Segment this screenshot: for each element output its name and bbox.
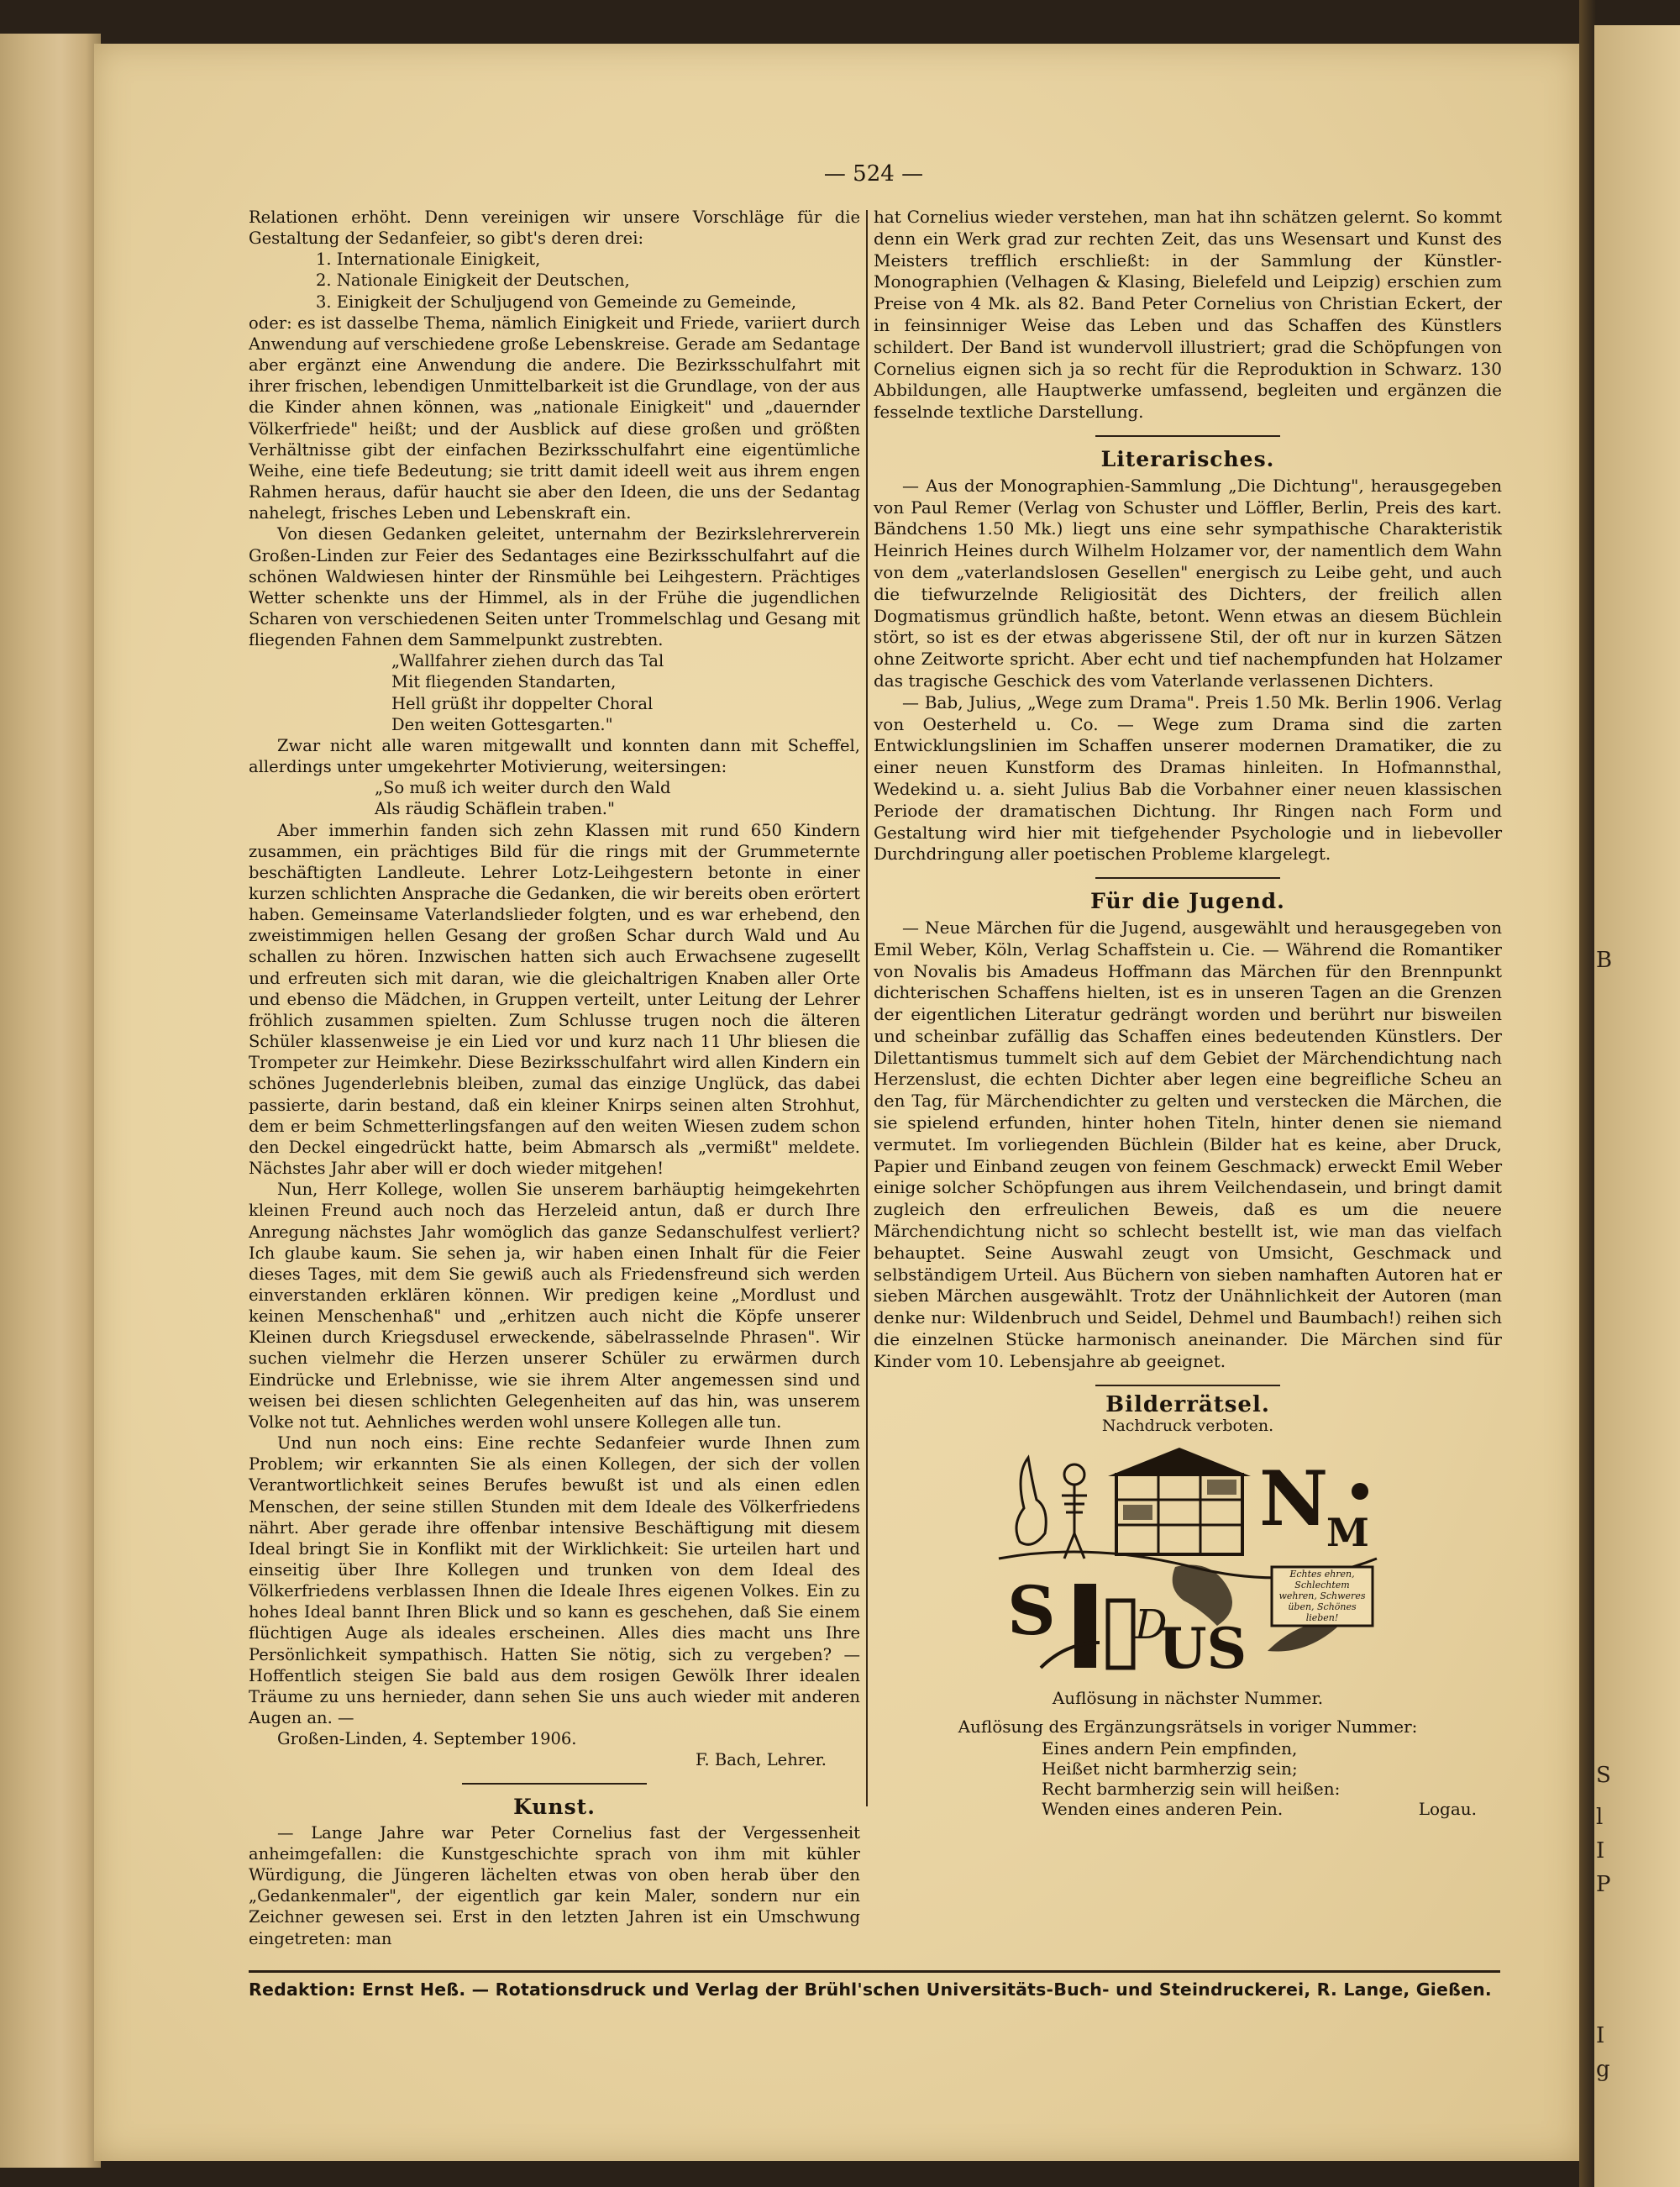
section-heading-jugend: Für die Jugend. (1090, 889, 1285, 914)
paragraph: Aber immerhin fanden sich zehn Klassen mit rund 650 Kindern zusammen, ein prächtiges Bild für die rings mit der Grummeternte beschäftigten Landleute. Lehrer Lotz-Leihgestern betonte in einer kurzen schlichten Ansprache die Gedanken, die wir bereits oben erörtert haben. Gemeinsame Vaterlandslieder folgten, und es war erhebend, den zweistimmigen hellen Gesang der großen Schar durch Wald und Au schallen zu hören. Inzwischen hatten sich auch Erwachsene zugesellt und erfreuten sich mit daran, wie die gleichaltrigen Knaben aller Orte und ebenso die Mädchen, in Gruppen verteilt, unter Leitung der Lehrer fröhlich zusammen spielten. Zum Schlusse trugen noch die älteren Schüler klassenweise je ein Lied vor und kurz nach 11 Uhr bliesen die Trompeter zur Heimkehr. Diese Bezirksschulfahrt wird allen Kindern ein schönes Jugenderlebnis bleiben, zumal das einzige Unglück, das dabei passierte, darin bestand, daß ein kleiner Knirps seinen alten Strohhut, dem er beim Schmetterlingsfangen auf den weiten Wiesen zudem schon den Deckel eingedrückt hatte, beim Abmarsch als „vermißt" meldete. Nächstes Jahr aber will er doch wieder mitgehen! (249, 820, 860, 1179)
verse-line: „Wallfahrer ziehen durch das Tal (391, 651, 664, 671)
riddle-letter-m: M (1326, 1510, 1369, 1556)
paragraph: oder: es ist dasselbe Thema, nämlich Einigkeit und Friede, variiert durch Anwendung auf verschiedene große Lebenskreise. Gerade am Sedantage aber ergänzt eine Anwendung die andere. Die Bezirksschulfahrt mit ihrer frischen, lebendigen Unmittelbarkeit ist die Grundlage, von der aus die Kinder ahnen können, was „nationale Einigkeit" und „dauernder Völkerfriede" heißt; und der Ausblick auf diese großen und größten Verhältnisse gibt der einfachen Bezirksschulfahrt eine eigentümliche Weihe, eine tiefe Bedeutung; sie tritt damit ideell weit aus ihrem engen Rahmen heraus, dafür haucht sie aber den Ideen, die uns der Sedantag nahelegt, frisches Leben und Lebenskraft ein. (249, 313, 860, 523)
poem-line: Wenden eines anderen Pein. (1042, 1798, 1284, 1819)
poem-line: Heißet nicht barmherzig sein; (1042, 1758, 1298, 1779)
left-column (249, 207, 860, 1949)
riddle-title: Bilderrätsel. (1105, 1391, 1270, 1417)
edge-letter: g (1596, 2057, 1610, 2082)
riddle-letter-d: D (1135, 1601, 1168, 1649)
edge-letter: I (1596, 2023, 1605, 2048)
verse-quote (249, 650, 860, 735)
riddle-letter-s: S (1007, 1571, 1056, 1651)
list-item: 3. Einigkeit der Schuljugend von Gemeinde zu Gemeinde, (316, 292, 797, 312)
list-item: 1. Internationale Einigkeit, (316, 250, 541, 270)
edge-letter: I (1596, 1838, 1605, 1864)
edge-letter: l (1596, 1805, 1604, 1830)
riddle-reprint-note: Nachdruck verboten. (1101, 1417, 1274, 1436)
picture-riddle (953, 1391, 1423, 1710)
column-divider (866, 210, 868, 1806)
section-rule (1095, 435, 1280, 437)
verse-line: Hell grüßt ihr doppelter Choral (391, 693, 654, 713)
footer-rule (249, 1970, 1500, 1973)
paragraph: Und nun noch eins: Eine rechte Sedanfeier wurde Ihnen zum Problem; wir erkannten Sie als einen Kollegen, der sich der vollen Verantwortlichkeit seines Berufes bewußt ist und als einen edlen Menschen, der seine stillen Stunden mit dem Ideale des Völkerfriedens nährt. Aber gerade ihre offenbar intensive Beschäftigung mit diesem Ideal bringt Sie in Konflikt mit der Wirklichkeit: Sie urteilen hart und einseitig über Ihre Kollegen und trunken von dem Ideal des Völkerfriedens verblassen Ihnen die Ideale Ihres eigenen Volkes. Ein zu hohes Ideal bannt Ihren Blick und so kann es geschehen, daß Sie einem flüchtigen Auge als ideales erscheinen. Alles dies macht uns Ihre Persönlichkeit sympathisch. Hatten Sie nötig, sich zu vergeben? — Hoffentlich steigen Sie bald aus dem rosigen Gewölk Ihrer idealen Träume zu uns hernieder, dann sehen Sie uns auch wieder mit anderen Augen an. — (249, 1433, 860, 1728)
paragraph: — Bab, Julius, „Wege zum Drama". Preis 1.50 Mk. Berlin 1906. Verlag von Oesterheld u. Co. — Wege zum Drama sind die zarten Entwicklungslinien im Schaffen unserer modernen Dramatiker, die zu einer neuen Kunstform des Dramas hinleiten. In Hofmannsthal, Wedekind u. a. sieht Julius Bab die Vorbahner einer neuen klassischen Periode der dramatischen Dichtung. Ihr Ringen nach Form und Gestaltung wird hier mit tiefgehender Psychologie und in liebevoller Durchdringung aller poetischen Probleme klargelegt. (874, 691, 1502, 865)
riddle-sign-text: Echtes ehren, Schlechtem wehren, Schweres üben, Schönes lieben! (1278, 1569, 1366, 1624)
section-rule (1095, 1385, 1280, 1386)
verse-line: „So muß ich weiter durch den Wald (375, 778, 671, 798)
paragraph: hat Cornelius wieder verstehen, man hat ihn schätzen gelernt. So kommt denn ein Werk grad zur rechten Zeit, das uns Wesensart und Kunst des Meisters trefflich erschließt: in der Sammlung der Künstler-Monographien (Velhagen & Klasing, Bielefeld und Leipzig) erschien zum Preise von 4 Mk. als 82. Band Peter Cornelius von Christian Eckert, der in feinsinniger Weise das Leben und das Schaffen des Künstlers schildert. Der Band ist wundervoll illustriert; grad die Schöpfungen von Cornelius eignen sich ja so recht für die Reproduktion in Schwarz. 130 Abbildungen, alle Hauptwerke umfassend, begleiten und ergänzen die fesselnde textliche Darstellung. (874, 207, 1502, 423)
verse-quote (249, 777, 860, 819)
poem-line: Recht barmherzig sein will heißen: (1042, 1778, 1341, 1799)
list-item: 2. Nationale Einigkeit der Deutschen, (316, 271, 630, 291)
paragraph: — Lange Jahre war Peter Cornelius fast der Vergessenheit anheimgefallen: die Kunstgeschichte sprach von ihm mit kühler Würdigung, die Jüngeren lächelten etwas von oben herab über den „Gedankenmaler", der eigentlich gar kein Maler, sondern nur ein Zeichner gewesen sei. Erst in den letzten Jahren ist ein Umschwung eingetreten: man (249, 1822, 860, 1948)
paragraph: Relationen erhöht. Denn vereinigen wir unsere Vorschläge für die Gestaltung der Sedanfeier, so gibt's deren drei: (249, 208, 860, 249)
verse-line: Als räudig Schäflein traben." (375, 799, 615, 819)
edge-letter: S (1596, 1763, 1611, 1788)
left-page-stack-edge (0, 34, 101, 2168)
riddle-illustration (990, 1441, 1385, 1685)
solution-heading: Auflösung des Ergänzungsrätsels in voriger Nummer: (958, 1716, 1418, 1738)
riddle-letters-us: US (1158, 1616, 1247, 1682)
section-rule (462, 1783, 647, 1785)
page-number: — 524 — (823, 161, 924, 187)
paragraph: Von diesen Gedanken geleitet, unternahm der Bezirkslehrerverein Großen-Linden zur Feier des Sedantages eine Bezirksschulfahrt auf die schönen Waldwiesen hinter der Rinsmühle bei Leihgestern. Prächtiges Wetter schenkte uns der Himmel, als in der Frühe die jugendlichen Scharen von verschiedenen Seiten unter Trommelschlag und Gesang mit fliegenden Fahnen dem Sammelpunkt zustrebten. (249, 524, 860, 650)
edge-letter: B (1596, 948, 1613, 973)
section-heading-literarisches: Literarisches. (1100, 446, 1275, 471)
place-date-line: Großen-Linden, 4. September 1906. (277, 1729, 577, 1749)
cabinet-figure (1108, 1448, 1251, 1554)
section-rule (1095, 877, 1280, 879)
right-column (874, 207, 1502, 1821)
right-page-edge (1594, 25, 1680, 2187)
riddle-answer-note: Auflösung in nächster Nummer. (1052, 1688, 1324, 1709)
section-heading-kunst: Kunst. (513, 1794, 596, 1819)
edge-letter: P (1596, 1872, 1611, 1897)
author-signature: F. Bach, Lehrer. (695, 1750, 827, 1770)
verse-line: Mit fliegenden Standarten, (391, 672, 617, 692)
skeleton-figure (1062, 1464, 1087, 1559)
riddle-letter-n: N (1259, 1454, 1329, 1544)
verse-line: Den weiten Gottesgarten." (391, 714, 613, 734)
hare-figure (1016, 1458, 1046, 1544)
imprint-footer: Redaktion: Ernst Heß. — Rotationsdruck und Verlag der Brühl'schen Universitäts-Buch- und Steindruckerei, R. Lange, Gießen. (249, 1979, 1492, 2000)
paragraph: Nun, Herr Kollege, wollen Sie unserem barhäuptig heimgekehrten kleinen Freund auch noch das Herzeleid antun, daß er durch Ihre Anregung nächstes Jahr womöglich das ganze Sedanschulfest verliert? Ich glaube kaum. Sie sehen ja, wir haben einen Inhalt für die Feier dieses Tages, mit dem Sie gewiß auch als Friedensfreund sich werden einverstanden erklären können. Wir predigen keine „Mordlust und keinen Menschenhaß" und „erhitzen auch nicht die Köpfe unserer Kleinen durch Kriegsdusel erweckende, säbelrasselnde Phrasen". Wir suchen vielmehr die Herzen unserer Schüler zu erwärmen durch Eindrücke und Erlebnisse, wie sie ihrem Alter angemessen sind und weisen bei diesen schlichten Gelegenheiten auf das hin, was unserem Volke not tut. Aehnliches werden wohl unsere Kollegen alle tun. (249, 1180, 860, 1432)
paragraph: — Aus der Monographien-Sammlung „Die Dichtung", herausgegeben von Paul Remer (Verlag von Schuster und Löffler, Berlin, Preis des kart. Bändchens 1.50 Mk.) liegt uns eine sehr sympathische Charakteristik Heinrich Heines durch Wilhelm Holzamer vor, der namentlich dem Wahn von dem „vaterlandslosen Gesellen" energisch zu Leibe geht, und auch die tiefwurzelnde Religiosität des Dichters, der freilich allen Dogmatismus gründlich haßte, betont. Wenn etwas an diesem Büchlein stört, so ist es der etwas abgerissene Stil, der oft nur in kurzen Sätzen ohne Zeitworte spricht. Aber echt und tief nachempfunden hat Holzamer das tragische Geschick des vom Vaterlande verlassenen Dichters. (874, 475, 1502, 691)
poem-line: Eines andern Pein empfinden, (1042, 1738, 1298, 1759)
paragraph: Zwar nicht alle waren mitgewallt und konnten dann mit Scheffel, allerdings unter umgekehrter Motivierung, weitersingen: (249, 735, 860, 777)
poem-author: Logau. (1418, 1798, 1477, 1819)
paragraph: — Neue Märchen für die Jugend, ausgewählt und herausgegeben von Emil Weber, Köln, Verlag Schaffstein u. Cie. — Während die Romantiker von Novalis bis Amadeus Hoffmann das Märchen für den Brennpunkt dichterischen Schaffens hielten, ist es in unseren Tagen an die Grenzen der eigentlichen Literatur gedrängt worden und berührt nur bisweilen und scheinbar zufällig das Schaffen eines bedeutenden Künstlers. Der Dilettantismus tummelt sich auf dem Gebiet der Märchendichtung nach Herzenslust, die echten Dichter aber legen eine begreifliche Scheu an den Tag, für Märchendichter zu gelten und verstecken die Märchen, die sie spielend erfunden, hinter hohen Titeln, hinter denen sie niemand vermutet. Im vorliegenden Büchlein (Bilder hat es keine, aber Druck, Papier und Einband zeugen von feinem Geschmack) erweckt Emil Weber einige solcher Schöpfungen aus ihrem Veilchendasein, und bringt damit zugleich den erfreulichen Beweis, daß es um die neuere Märchendichtung nicht so schlecht bestellt ist, wie man das vielfach behauptet. Seine Auswahl zeugt von Umsicht, Geschmack und selbständigem Urteil. Aus Büchern von sieben namhaften Autoren hat er sieben Märchen ausgewählt. Trotz der Unähnlichkeit der Autoren (man denke nur: Wildenbruch und Seidel, Dehmel und Baumbach!) reihen sich die einzelnen Stücke harmonisch aneinander. Die Märchen sind für Kinder vom 10. Lebensjahre ab geeignet. (874, 917, 1502, 1371)
book-gutter (1579, 0, 1596, 2187)
